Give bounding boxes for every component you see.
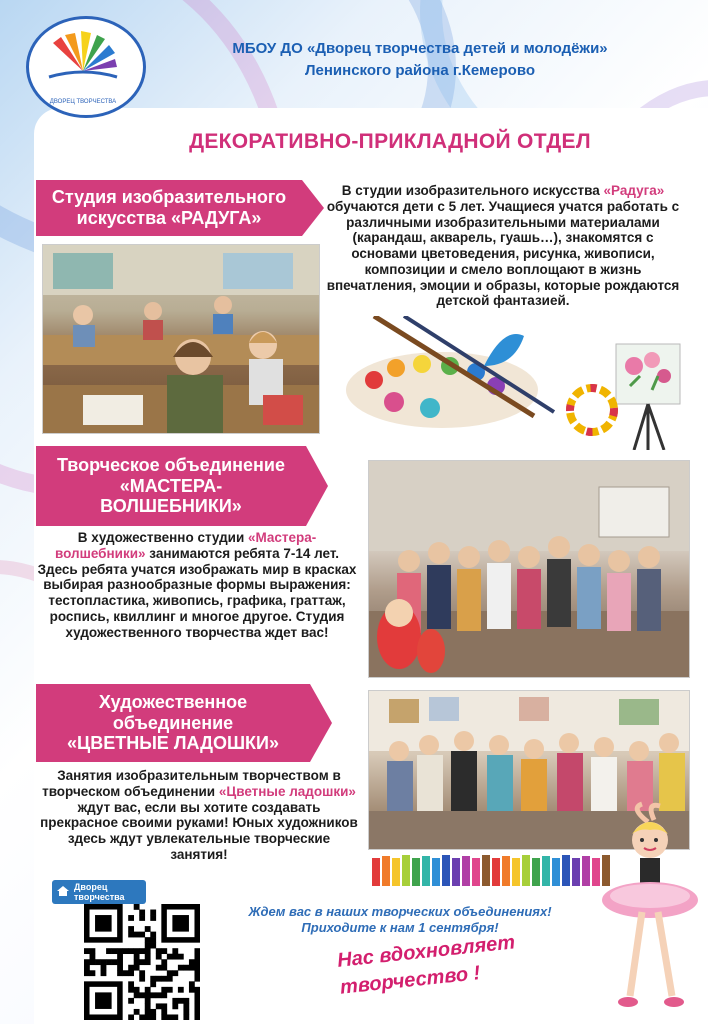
department-title: ДЕКОРАТИВНО-ПРИКЛАДНОЙ ОТДЕЛ <box>189 130 591 153</box>
invite-line: Ждем вас в наших творческих объединениях! <box>248 904 552 919</box>
invite-line: Приходите к нам 1 сентября! <box>301 919 499 935</box>
home-icon <box>56 885 70 899</box>
classroom-photo <box>42 244 320 434</box>
banner-line: искусства «РАДУГА» <box>76 208 262 228</box>
banner-line: объединение <box>112 712 234 733</box>
slogan-line: Нас вдохновляет <box>336 931 517 972</box>
ballerina-illustration <box>584 800 708 1024</box>
description-text: ждут вас, если вы хотите создавать прекрасное своими руками! Юных художников здесь ждут увлекательные творческие занятия! <box>40 799 358 862</box>
description-text: занимаются ребята 7-14 лет. Здесь ребята учатся изображать мир в красках выбирая разнообразные формы выражения: тестопластика, живопись, графика, граттаж, роспись, квиллинг и многое другое. Студия художественного творчества ждет вас! <box>37 545 357 640</box>
section-description-raduga <box>322 183 684 309</box>
studio-name-highlight: «Цветные ладошки» <box>218 783 356 799</box>
svg-text:ДВОРЕЦ ТВОРЧЕСТВА: ДВОРЕЦ ТВОРЧЕСТВА <box>49 99 117 105</box>
organization-logo-icon <box>26 16 146 118</box>
description-text: В студии изобразительного искусства <box>341 183 604 198</box>
description-text: Занятия изобразительным творчеством в творческом объединении <box>42 768 341 799</box>
section-description-mastera <box>36 530 358 640</box>
section-banner-ladoshki <box>36 684 310 762</box>
banner-line: ВОЛШЕБНИКИ» <box>100 496 242 517</box>
description-text: обучаются дети с 5 лет. Учащиеся учатся работать с различными изобразительными материалами (карандаш, акварель, гуашь…), знакомятся с основами цветоведения, рисунка, живописи, композиции и смело воплощают в жизнь впечатления, эмоции и образы, которые рождаются детской фантазией. <box>326 198 680 309</box>
section-banner-mastera <box>36 446 306 526</box>
banner-line: Студия изобразительного <box>51 187 287 208</box>
banner-line: Творческое объединение <box>56 454 286 475</box>
studio-name-highlight: «Радуга» <box>603 183 665 198</box>
invitation-text <box>210 904 590 936</box>
dvorets-link[interactable] <box>52 880 146 904</box>
group-photo-mastera <box>368 460 690 678</box>
dvorets-link-label: Дворец творчества <box>74 882 125 902</box>
section-banner-raduga <box>36 180 302 236</box>
organization-district: Ленинского района г.Кемерово <box>304 62 536 79</box>
organization-name: МБОУ ДО «Дворец творчества детей и молодёжи» <box>232 40 608 57</box>
section-description-ladoshki <box>40 768 358 863</box>
description-text: В художественно студии <box>77 530 248 545</box>
banner-line: Художественное <box>98 691 248 712</box>
studio-name-highlight: «Мастера-волшебники» <box>54 530 317 561</box>
qr-code[interactable] <box>84 904 200 1020</box>
art-supplies-illustration <box>334 316 708 450</box>
slogan-line: творчество ! <box>339 962 482 999</box>
banner-line: «МАСТЕРА- <box>119 475 223 496</box>
banner-line: «ЦВЕТНЫЕ ЛАДОШКИ» <box>67 733 279 754</box>
